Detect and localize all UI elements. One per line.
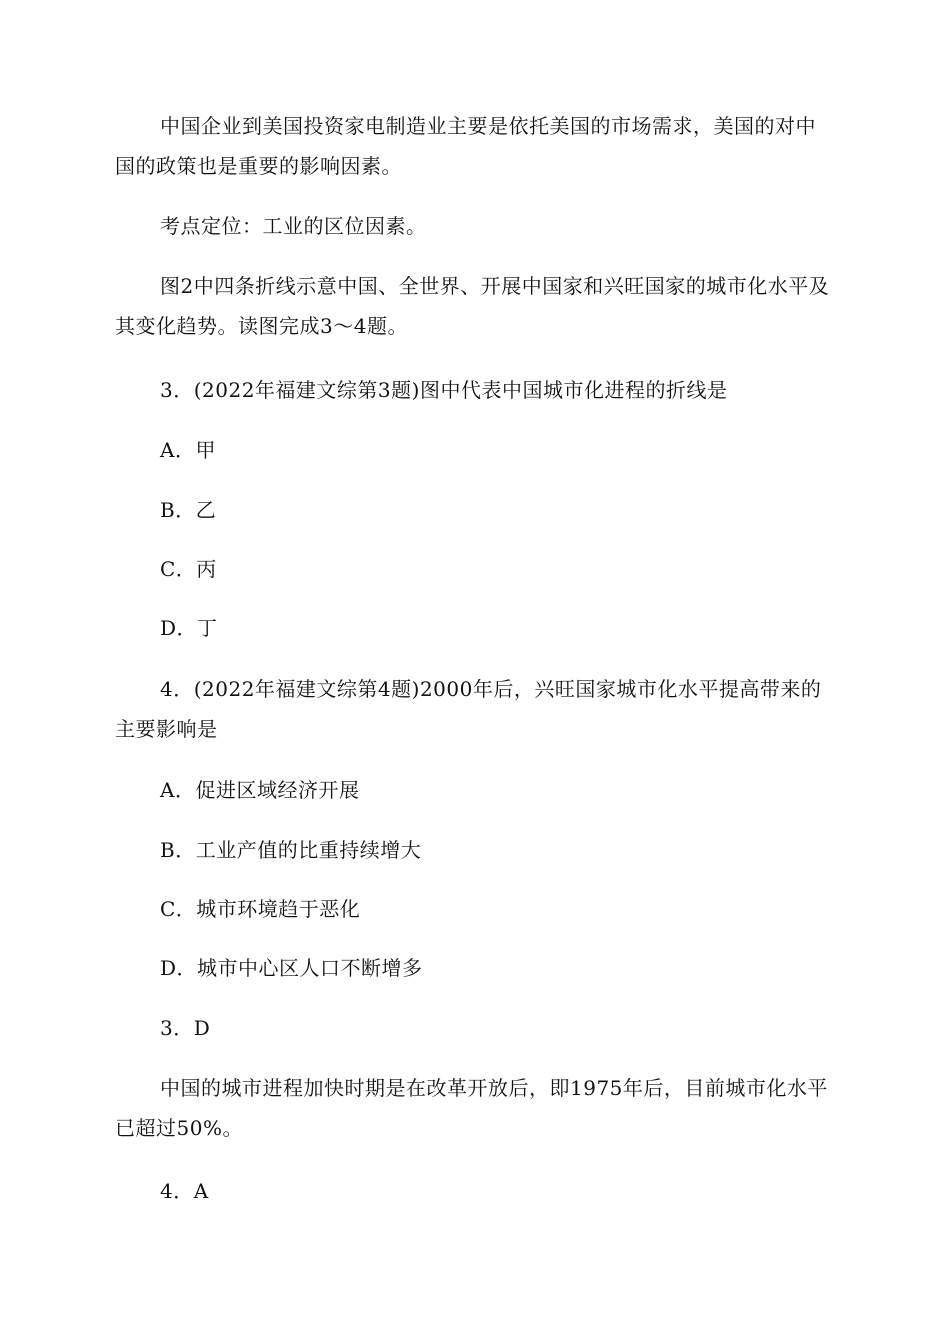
question-4-option-b: B．工业产值的比重持续增大 xyxy=(160,838,422,862)
paragraph-explanation-factory: 中国企业到美国投资家电制造业主要是依托美国的市场需求，美国的对中国的政策也是重要的影响因素。 xyxy=(115,114,816,178)
paragraph-exam-point: 考点定位：工业的区位因素。 xyxy=(160,214,427,238)
answer-3-explanation: 中国的城市进程加快时期是在改革开放后，即1975年后，目前城市化水平已超过50%。 xyxy=(115,1076,828,1140)
question-4-option-c: C．城市环境趋于恶化 xyxy=(160,897,361,921)
question-4-option-a: A．促进区域经济开展 xyxy=(160,778,360,802)
answer-3: 3．D xyxy=(160,1016,211,1040)
answer-4: 4．A xyxy=(160,1179,209,1203)
question-3-option-a: A．甲 xyxy=(160,438,216,462)
question-3-option-b: B．乙 xyxy=(160,498,217,522)
paragraph-figure-intro: 图2中四条折线示意中国、全世界、开展中国家和兴旺国家的城市化水平及其变化趋势。读图完成3～4题。 xyxy=(115,274,830,338)
question-3-option-d: D．丁 xyxy=(160,616,218,640)
question-4: 4．(2022年福建文综第4题)2000年后，兴旺国家城市化水平提高带来的主要影响是 xyxy=(115,677,822,741)
question-4-option-d: D．城市中心区人口不断增多 xyxy=(160,956,423,980)
question-3: 3．(2022年福建文综第3题)图中代表中国城市化进程的折线是 xyxy=(160,378,728,402)
question-3-option-c: C．丙 xyxy=(160,557,217,581)
